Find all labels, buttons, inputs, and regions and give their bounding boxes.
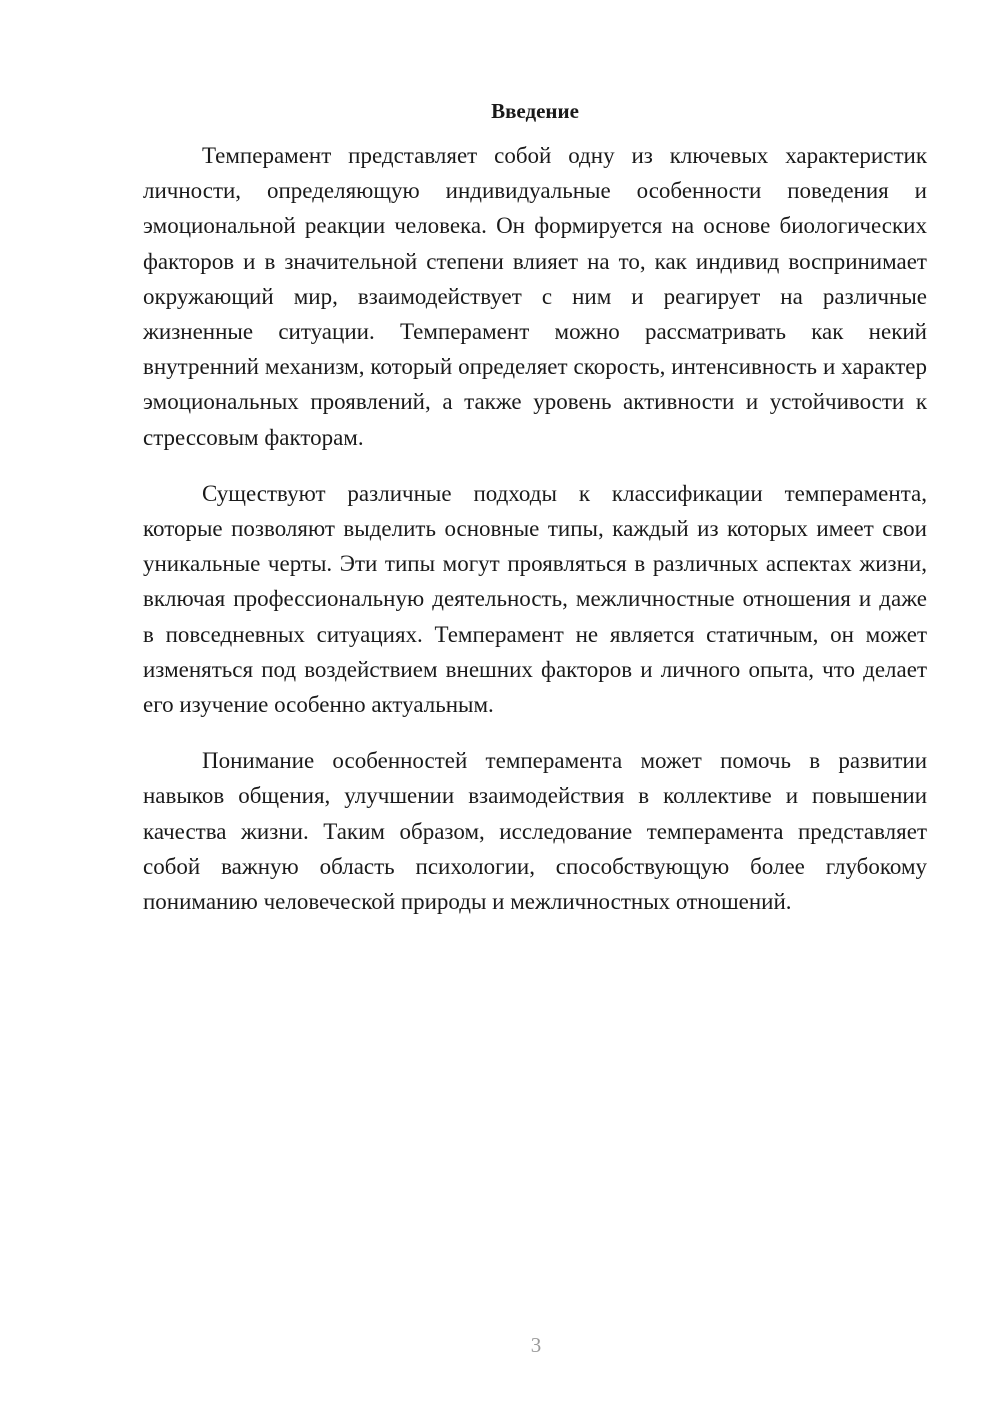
paragraph-2: Существуют различные подходы к классификации темперамента, которые позволяют выделить основные типы, каждый из которых имеет свои уникальные черты. Эти типы могут проявляться в различных аспектах жизни, включая профессиональную деятельность, межличностные отношения и даже в повседневных ситуациях. Темперамент не является статичным, он может изменяться под воздействием внешних факторов и личного опыта, что делает его изучение особенно актуальным. (143, 480, 927, 718)
section-heading: Введение (491, 99, 579, 123)
page-content (143, 96, 927, 940)
page-number: 3 (530, 1333, 542, 1357)
paragraph-1: Темперамент представляет собой одну из ключевых характеристик личности, определяющую индивидуальные особенности поведения и эмоциональной реакции человека. Он формируется на основе биологических факторов и в значительной степени влияет на то, как индивид воспринимает окружающий мир, взаимодействует с ним и реагирует на различные жизненные ситуации. Темперамент можно рассматривать как некий внутренний механизм, который определяет скорость, интенсивность и характер эмоциональных проявлений, а также уровень активности и устойчивости к стрессовым факторам. (143, 143, 927, 450)
paragraph-3: Понимание особенностей темперамента может помочь в развитии навыков общения, улучшении взаимодействия в коллективе и повышении качества жизни. Таким образом, исследование темперамента представляет собой важную область психологии, способствующую более глубокому пониманию человеческой природы и межличностных отношений. (143, 748, 927, 915)
